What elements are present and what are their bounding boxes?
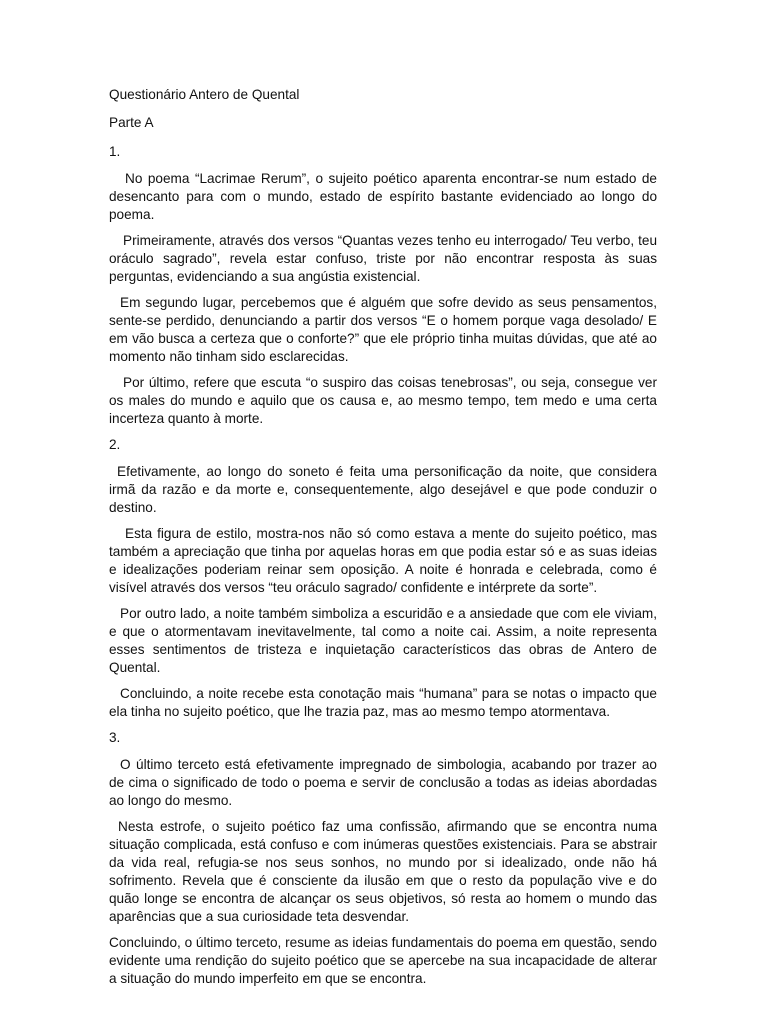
question-number-1: 1. (109, 144, 121, 159)
answer-1-paragraph-2: Primeiramente, através dos versos “Quantas vezes tenho eu interrogado/ Teu verbo, teu oráculo sagrado”, revela estar confuso, triste por não encontrar resposta às suas perguntas, evidenciando a sua angústia existencial. (109, 233, 657, 284)
answer-2-paragraph-2: Esta figura de estilo, mostra-nos não só como estava a mente do sujeito poético, mas também a apreciação que tinha por aquelas horas em que podia estar só e as suas ideias e idealizações poderiam reinar sem oposição. A noite é honrada e celebrada, como é visível através dos versos “teu oráculo sagrado/ confidente e intérprete da sorte”. (109, 526, 657, 595)
document-title: Questionário Antero de Quental (109, 87, 300, 102)
document-page (109, 86, 657, 996)
answer-2-paragraph-3: Por outro lado, a noite também simboliza a escuridão e a ansiedade que com ele viviam, e que o atormentavam inevitavelmente, tal como a noite cai. Assim, a noite representa esses sentimentos de tristeza e inquietação característicos das obras de Antero de Quental. (109, 606, 657, 675)
question-number-2: 2. (109, 437, 121, 452)
answer-1-paragraph-4: Por último, refere que escuta “o suspiro das coisas tenebrosas”, ou seja, consegue ver os males do mundo e aquilo que os causa e, ao mesmo tempo, tem medo e uma certa incerteza quanto à morte. (109, 375, 657, 426)
answer-3-paragraph-1: O último terceto está efetivamente impregnado de simbologia, acabando por trazer ao de cima o significado de todo o poema e servir de conclusão a todas as ideias abordadas ao longo do mesmo. (109, 757, 657, 808)
answer-1-paragraph-3: Em segundo lugar, percebemos que é alguém que sofre devido as seus pensamentos, sente-se perdido, denunciando a partir dos versos “E o homem porque vaga desolado/ E em vão busca a certeza que o conforte?” que ele próprio tinha muitas dúvidas, que até ao momento não tinham sido esclarecidas. (109, 295, 657, 364)
part-heading: Parte A (109, 115, 154, 130)
answer-2-paragraph-1: Efetivamente, ao longo do soneto é feita uma personificação da noite, que considera irmã da razão e da morte e, consequentemente, algo desejável e que pode conduzir o destino. (109, 464, 657, 515)
answer-2-paragraph-4: Concluindo, a noite recebe esta conotação mais “humana” para se notas o impacto que ela tinha no sujeito poético, que lhe trazia paz, mas ao mesmo tempo atormentava. (109, 686, 657, 719)
answer-3-paragraph-2: Nesta estrofe, o sujeito poético faz uma confissão, afirmando que se encontra numa situação complicada, está confuso e com inúmeras questões existenciais. Para se abstrair da vida real, refugia-se nos seus sonhos, no mundo por si idealizado, onde não há sofrimento. Revela que é consciente da ilusão em que o resto da população vive e do quão longe se encontra de alcançar os seus objetivos, só resta ao homem o mundo das aparências que a sua curiosidade teta desvendar. (109, 819, 657, 924)
question-number-3: 3. (109, 730, 121, 745)
answer-1-paragraph-1: No poema “Lacrimae Rerum”, o sujeito poético aparenta encontrar-se num estado de desencanto para com o mundo, estado de espírito bastante evidenciado ao longo do poema. (109, 171, 657, 222)
answer-3-paragraph-3: Concluindo, o último terceto, resume as ideias fundamentais do poema em questão, sendo evidente uma rendição do sujeito poético que se apercebe na sua incapacidade de alterar a situação do mundo imperfeito em que se encontra. (109, 935, 657, 986)
